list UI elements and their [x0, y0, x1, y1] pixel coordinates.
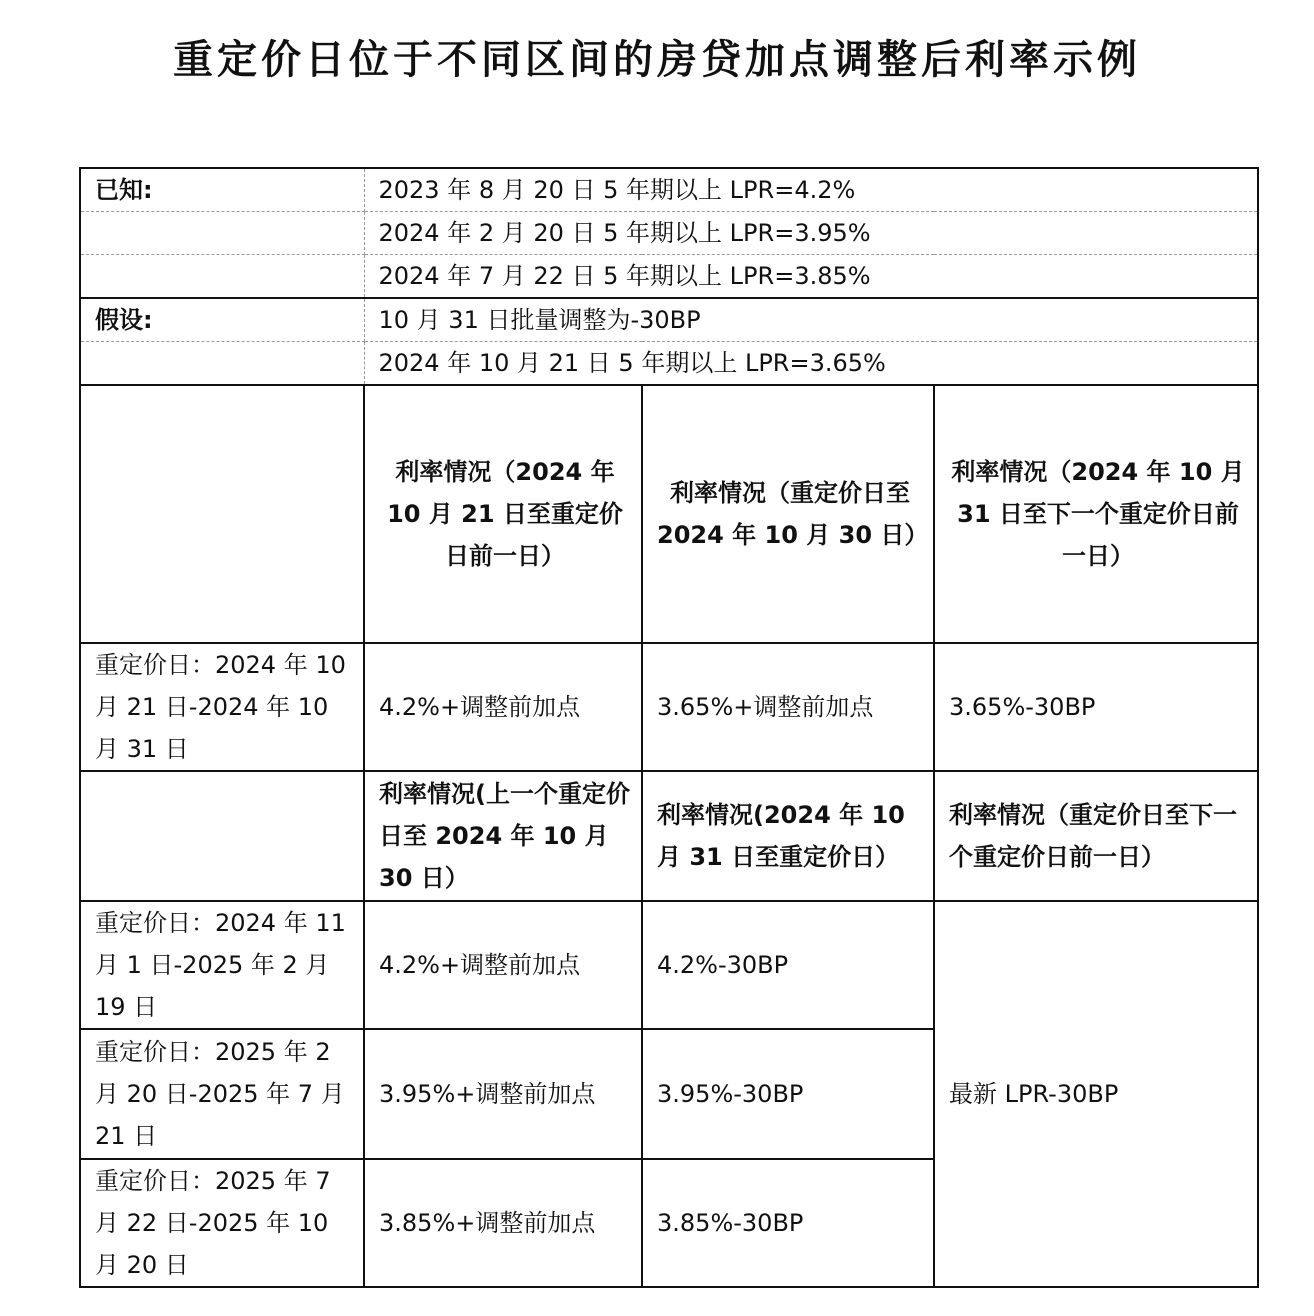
table2-after-1: 4.2%-30BP: [642, 901, 934, 1029]
known-line-3: 2024 年 7 月 22 日 5 年期以上 LPR=3.85%: [364, 255, 1258, 299]
rate-example-table: [79, 167, 1259, 1288]
table2-header-empty: [80, 771, 364, 901]
known-row-2: [80, 212, 1258, 255]
table2-period-1: 重定价日：2024 年 11 月 1 日-2025 年 2 月 19 日: [80, 901, 364, 1029]
table2-header-col2: 利率情况(2024 年 10 月 31 日至重定价日）: [642, 771, 934, 901]
table1-header-col3: 利率情况（2024 年 10 月 31 日至下一个重定价日前一日）: [934, 385, 1258, 643]
page-title: 重定价日位于不同区间的房贷加点调整后利率示例: [173, 37, 1141, 83]
known-label: 已知:: [80, 168, 364, 212]
known-empty-2: [80, 212, 364, 255]
assume-row-1: [80, 298, 1258, 342]
table2-period-3: 重定价日：2025 年 7 月 22 日-2025 年 10 月 20 日: [80, 1159, 364, 1287]
table2-before-1: 4.2%+调整前加点: [364, 901, 642, 1029]
table2-row-1: [80, 901, 1258, 1029]
assume-row-2: [80, 342, 1258, 386]
table1-header-empty: [80, 385, 364, 643]
assume-label: 假设:: [80, 298, 364, 342]
table2-before-3: 3.85%+调整前加点: [364, 1159, 642, 1287]
table2-period-2: 重定价日：2025 年 2 月 20 日-2025 年 7 月 21 日: [80, 1029, 364, 1159]
table1-header-col2: 利率情况（重定价日至 2024 年 10 月 30 日）: [642, 385, 934, 643]
table2-merged-value: 最新 LPR-30BP: [934, 901, 1258, 1287]
known-empty-3: [80, 255, 364, 299]
assume-line-2: 2024 年 10 月 21 日 5 年期以上 LPR=3.65%: [364, 342, 1258, 386]
table1-value-3: 3.65%-30BP: [934, 643, 1258, 771]
table2-header-col1: 利率情况(上一个重定价日至 2024 年 10 月 30 日）: [364, 771, 642, 901]
table2-after-3: 3.85%-30BP: [642, 1159, 934, 1287]
table2-header-row: [80, 771, 1258, 901]
table1-header-row: [80, 385, 1258, 643]
table1-period: 重定价日：2024 年 10 月 21 日-2024 年 10 月 31 日: [80, 643, 364, 771]
table1-value-1: 4.2%+调整前加点: [364, 643, 642, 771]
known-line-2: 2024 年 2 月 20 日 5 年期以上 LPR=3.95%: [364, 212, 1258, 255]
table2-before-2: 3.95%+调整前加点: [364, 1029, 642, 1159]
known-line-1: 2023 年 8 月 20 日 5 年期以上 LPR=4.2%: [364, 168, 1258, 212]
assume-empty-2: [80, 342, 364, 386]
table1-value-2: 3.65%+调整前加点: [642, 643, 934, 771]
table1-data-row: [80, 643, 1258, 771]
table2-header-col3: 利率情况（重定价日至下一个重定价日前一日）: [934, 771, 1258, 901]
table1-header-col1: 利率情况（2024 年 10 月 21 日至重定价日前一日）: [364, 385, 642, 643]
assume-line-1: 10 月 31 日批量调整为-30BP: [364, 298, 1258, 342]
known-row-3: [80, 255, 1258, 299]
table2-after-2: 3.95%-30BP: [642, 1029, 934, 1159]
known-row-1: [80, 168, 1258, 212]
